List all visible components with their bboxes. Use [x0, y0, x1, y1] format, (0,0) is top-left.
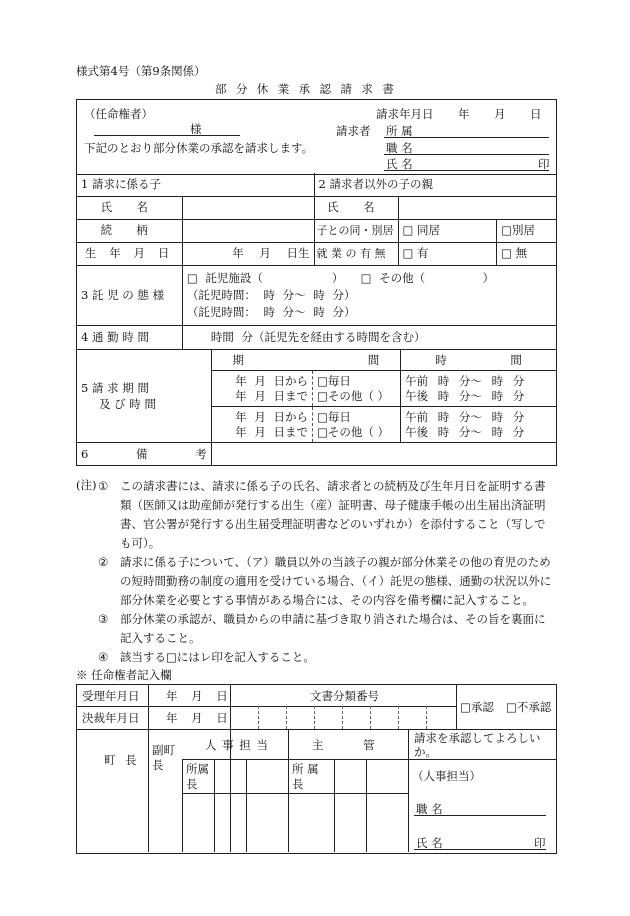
dept-head2-line1: 所 属: [292, 762, 319, 776]
cohabit-label: 子との同・別居: [314, 219, 398, 242]
authority-line: [94, 135, 240, 136]
doc-number-label: 文書分類番号: [310, 689, 379, 703]
auth-dash-2: [286, 706, 287, 729]
approval-question-line1: 請求を承認してよろしい: [414, 731, 541, 745]
period1-from: 年 月 日から: [235, 373, 308, 388]
period-header: 期 間: [211, 350, 400, 371]
note-3-text: 部分休業の承認が、職員からの申請に基づき取り消された場合は、その旨を裏面に記入すること。: [120, 612, 546, 645]
commute-field[interactable]: 時間 分（託児先を経由する時間を含む）: [182, 325, 556, 349]
note-3-num: ③: [98, 612, 109, 626]
stamp-col-7: [366, 759, 367, 852]
auth-dash-5: [370, 706, 371, 729]
hr-seal-mark: 印: [534, 836, 546, 850]
dept-head-line2: 長: [186, 777, 198, 791]
employment-no-checkbox[interactable]: □ 無: [497, 242, 557, 265]
decided-date-label: 決裁年月日: [82, 711, 140, 725]
manager-label: 主 管: [312, 738, 375, 752]
period-label: [77, 350, 212, 443]
approval-row-line: [408, 759, 556, 760]
childcare-options: □ 託児施設（ ） □ その他（ ）: [186, 270, 495, 285]
date-year: 年: [458, 107, 470, 121]
deputy-label-line1: 副町: [152, 743, 175, 757]
seal-mark: 印: [538, 157, 550, 171]
dept-head2-line2: 長: [292, 777, 304, 791]
period2-dates[interactable]: [211, 407, 312, 443]
auth-dash-3: [314, 706, 315, 729]
stamp-col-5: [288, 729, 289, 852]
affiliation-label: 所 属: [386, 124, 413, 138]
disapprove-checkbox[interactable]: □不承認: [506, 700, 552, 714]
note-2-text: 請求に係る子について、（ア）職員以外の当該子の親が部分休業その他の育児のための短時間勤務の制度の適用を受けている場合、（イ）託児の態様、通勤の状況以外に部分休業を必要とする事情がある場合には、その内容を備考欄に記入すること。: [120, 555, 552, 607]
period1-am: 午前 時 分～ 時 分: [405, 373, 525, 388]
remarks-field[interactable]: [211, 443, 556, 466]
parent-name-label: 氏 名: [314, 196, 398, 219]
form-number: 様式第4号（第9条関係）: [76, 64, 206, 78]
period2-pm: 午後 時 分～ 時 分: [405, 424, 525, 439]
authority-label: （任命権者）: [84, 107, 153, 121]
section1-title: 1 請求に係る子: [77, 173, 315, 196]
stamp-row-1: [182, 759, 408, 760]
period2-to: 年 月 日まで: [235, 424, 308, 439]
birth-label: 生 年 月 日: [77, 242, 183, 265]
note-2: [76, 553, 556, 610]
note-2-num: ②: [98, 555, 109, 569]
stamp-row-2: [182, 793, 408, 794]
deputy-label-line2: 長: [152, 758, 164, 772]
auth-col-line-1: [148, 684, 149, 729]
received-date-label: 受理年月日: [82, 689, 140, 703]
cohabit-same-checkbox[interactable]: □ 同居: [398, 219, 497, 242]
period2-type[interactable]: [312, 407, 400, 443]
remarks-label: 6 備 考: [77, 443, 212, 466]
stamp-col-4: [246, 759, 247, 852]
sama-label: 様: [190, 122, 202, 136]
section2-title: 2 請求者以外の子の親: [314, 173, 556, 196]
period1-other-checkbox[interactable]: □その他（ ）: [316, 388, 390, 403]
period2-from: 年 月 日から: [235, 409, 308, 424]
name-label: 氏 名: [386, 157, 413, 171]
hr-name-line: [414, 849, 546, 850]
auth-dash-6: [398, 706, 399, 729]
stamp-col-8: [408, 729, 409, 852]
received-date-field[interactable]: 年 月 日: [166, 689, 228, 703]
employment-yes-checkbox[interactable]: □ 有: [398, 242, 497, 265]
child-name-label: 氏 名: [77, 196, 183, 219]
note-3: [76, 610, 556, 648]
period2-other-checkbox[interactable]: □その他（ ）: [316, 424, 390, 439]
stamp-col-1: [148, 729, 149, 852]
approval-question-line2: か。: [414, 745, 437, 759]
hr-name-label: 氏 名: [416, 836, 443, 850]
note-1: [76, 477, 556, 553]
note-4: [76, 648, 556, 667]
note-1-text: この請求書には、請求に係る子の氏名、請求者との続柄及び生年月日を証明する書類（医師又は助産師が発行する出生（産）証明書、母子健康手帳の出生届出済証明書、官公署が発行する出生届受理証明書などのいずれか）を添付すること（写しでも可）。: [120, 479, 546, 550]
authority-section-title: ※ 任命権者記入欄: [76, 668, 172, 682]
position-line: [384, 154, 549, 155]
stamp-col-2: [182, 759, 183, 852]
time-header: 時 間: [401, 350, 557, 371]
cohabit-separate-checkbox[interactable]: □別居: [497, 219, 557, 242]
auth-dash-7: [426, 706, 427, 729]
auth-col-line-3: [456, 684, 457, 729]
childcare-time-2: （託児時間： 時 分～ 時 分）: [186, 304, 356, 319]
auth-col-line-2: [230, 684, 231, 852]
stamp-col-6: [334, 759, 335, 852]
employment-label: 就 業 の 有 無: [314, 242, 398, 265]
period-label-line1: 5 請 求 期 間: [81, 381, 149, 395]
period1-to: 年 月 日まで: [235, 388, 308, 403]
period2-am: 午前 時 分～ 時 分: [405, 409, 525, 424]
period-label-line2: 及 び 時 間: [99, 397, 156, 411]
period1-dates[interactable]: [211, 371, 312, 407]
note-4-text: 該当する□にはレ印を記入すること。: [120, 650, 315, 664]
relation-label: 続 柄: [77, 219, 183, 242]
deputy-label: [152, 743, 175, 773]
childcare-label: 3 託 児 の 態 様: [77, 265, 183, 325]
relation-field[interactable]: [182, 219, 314, 242]
date-day: 日: [530, 107, 542, 121]
request-date-label: 請求年月日: [376, 107, 434, 121]
childcare-time-1: （託児時間： 時 分～ 時 分）: [186, 287, 356, 302]
auth-dash-1: [258, 706, 259, 729]
auth-row-line-1: [76, 706, 456, 707]
parent-name-field[interactable]: [398, 196, 557, 219]
period1-pm: 午後 時 分～ 時 分: [405, 388, 525, 403]
form-title: 部 分 休 業 承 認 請 求 書: [215, 82, 397, 96]
hr-label: 人 事 担 当: [205, 738, 268, 752]
request-statement: 下記のとおり部分休業の承認を請求します。: [84, 141, 314, 155]
childcare-field[interactable]: [182, 265, 556, 325]
note-4-num: ④: [98, 650, 109, 664]
period-table: [76, 349, 557, 466]
main-form-table: [76, 173, 557, 350]
hr-position-line: [414, 815, 546, 816]
commute-label: 4 通 勤 時 間: [77, 325, 183, 349]
approval-question: [414, 731, 541, 759]
stamp-col-3: [214, 759, 215, 852]
town-chief-label: 町 長: [104, 753, 137, 767]
note-1-num: ①: [98, 479, 109, 493]
child-name-field[interactable]: [182, 196, 314, 219]
period2-times[interactable]: [401, 407, 557, 443]
name-line: [384, 170, 549, 171]
period2-daily-checkbox[interactable]: □毎日: [316, 409, 351, 424]
birth-field[interactable]: 年 月 日生: [182, 242, 314, 265]
auth-dash-4: [342, 706, 343, 729]
hr-position-label: 職 名: [416, 802, 443, 816]
dept-head-line1: 所属: [186, 762, 209, 776]
hr-person-label: （人事担当）: [412, 769, 481, 783]
approve-checkbox[interactable]: □承認: [460, 700, 494, 714]
notes-prefix: (注): [76, 478, 97, 492]
period1-type[interactable]: [312, 371, 400, 407]
position-label: 職 名: [386, 141, 413, 155]
dept-head2-label: [292, 762, 319, 792]
affiliation-line: [384, 137, 549, 138]
period1-times[interactable]: [401, 371, 557, 407]
requester-label: 請求者: [336, 124, 371, 138]
date-month: 月: [494, 107, 506, 121]
dept-head-label: [186, 762, 209, 792]
period1-daily-checkbox[interactable]: □毎日: [316, 373, 351, 388]
decided-date-field[interactable]: 年 月 日: [166, 711, 228, 725]
